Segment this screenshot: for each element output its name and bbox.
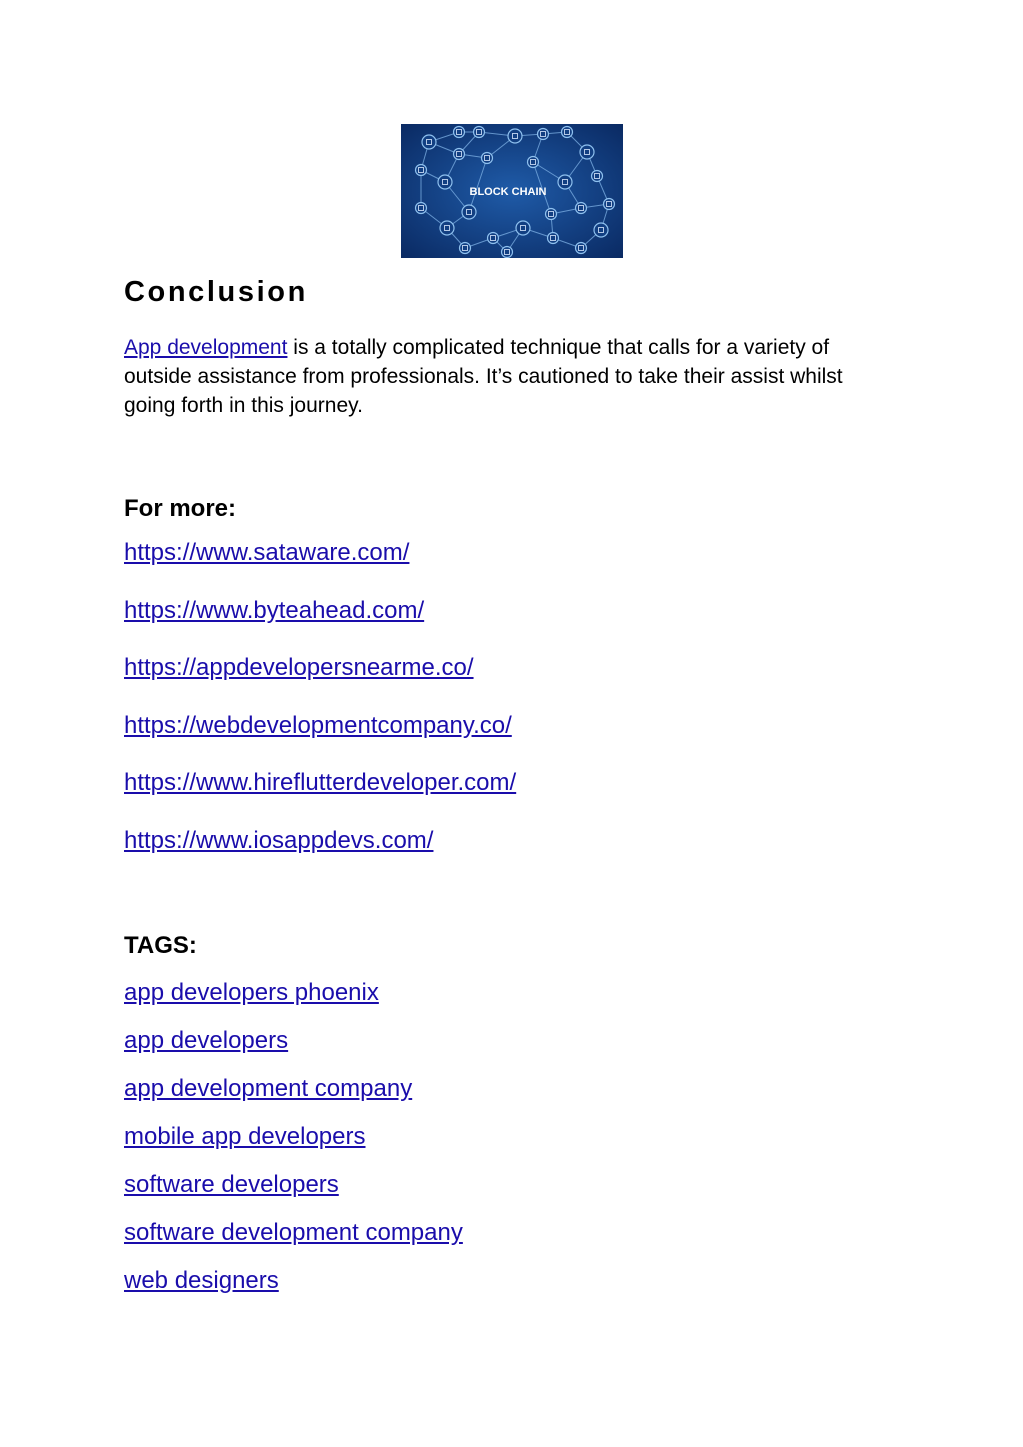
- for-more-heading: For more:: [124, 495, 237, 522]
- conclusion-heading: Conclusion: [124, 276, 308, 308]
- list-item: [124, 1026, 463, 1056]
- network-node-icon: [416, 165, 427, 176]
- for-more-link[interactable]: https://www.byteahead.com/: [124, 596, 425, 624]
- list-item: [124, 1170, 463, 1200]
- list-item: [124, 1074, 463, 1104]
- for-more-link[interactable]: https://webdevelopmentcompany.co/: [124, 711, 512, 739]
- tag-link[interactable]: web designers: [124, 1267, 279, 1294]
- network-node-icon: [546, 209, 557, 220]
- for-more-link[interactable]: https://www.iosappdevs.com/: [124, 826, 434, 854]
- network-node-icon: [580, 145, 594, 159]
- list-item: [124, 711, 516, 741]
- network-node-icon: [562, 127, 573, 138]
- hero-caption: BLOCK CHAIN: [469, 186, 547, 198]
- list-item: [124, 826, 516, 856]
- network-node-icon: [438, 175, 452, 189]
- tags-heading: TAGS:: [124, 932, 197, 959]
- network-node-icon: [576, 203, 587, 214]
- tag-link[interactable]: software developers: [124, 1171, 339, 1198]
- network-node-icon: [548, 233, 559, 244]
- tag-link[interactable]: app developers phoenix: [124, 979, 379, 1006]
- blockchain-network-icon: [401, 124, 623, 258]
- tag-link[interactable]: software development company: [124, 1219, 463, 1246]
- network-node-icon: [528, 157, 539, 168]
- network-node-icon: [604, 199, 615, 210]
- conclusion-body: is a totally complicated technique that calls for a variety of outside assistance from professionals. It’s cautioned to take their assist whilst going forth in this journey.: [124, 336, 843, 417]
- list-item: [124, 538, 516, 568]
- conclusion-paragraph: [124, 333, 884, 420]
- network-node-icon: [454, 149, 465, 160]
- tags-link-list: [124, 978, 463, 1314]
- tag-link[interactable]: mobile app developers: [124, 1123, 366, 1150]
- blockchain-image: [401, 124, 623, 258]
- network-node-icon: [592, 171, 603, 182]
- network-node-icon: [454, 127, 465, 138]
- tag-link[interactable]: app development company: [124, 1075, 413, 1102]
- network-node-icon: [502, 247, 513, 258]
- list-item: [124, 768, 516, 798]
- network-node-icon: [440, 221, 454, 235]
- network-node-icon: [474, 127, 485, 138]
- list-item: [124, 653, 516, 683]
- network-node-icon: [488, 233, 499, 244]
- network-node-icon: [594, 223, 608, 237]
- network-node-icon: [538, 129, 549, 140]
- network-node-icon: [482, 153, 493, 164]
- for-more-link[interactable]: https://www.sataware.com/: [124, 539, 410, 566]
- for-more-link-list: [124, 538, 516, 884]
- list-item: [124, 1266, 463, 1296]
- network-node-icon: [516, 221, 530, 235]
- network-node-icon: [508, 129, 522, 143]
- network-node-icon: [462, 205, 476, 219]
- network-node-icon: [576, 243, 587, 254]
- app-development-link[interactable]: App development: [124, 336, 288, 359]
- list-item: [124, 596, 516, 626]
- list-item: [124, 1218, 463, 1248]
- network-node-icon: [416, 203, 427, 214]
- network-node-icon: [422, 135, 436, 149]
- network-node-icon: [460, 243, 471, 254]
- list-item: [124, 978, 463, 1008]
- network-node-icon: [558, 175, 572, 189]
- for-more-link[interactable]: https://appdevelopersnearme.co/: [124, 654, 474, 682]
- list-item: [124, 1122, 463, 1152]
- for-more-link[interactable]: https://www.hireflutterdeveloper.com/: [124, 769, 517, 797]
- tag-link[interactable]: app developers: [124, 1027, 289, 1054]
